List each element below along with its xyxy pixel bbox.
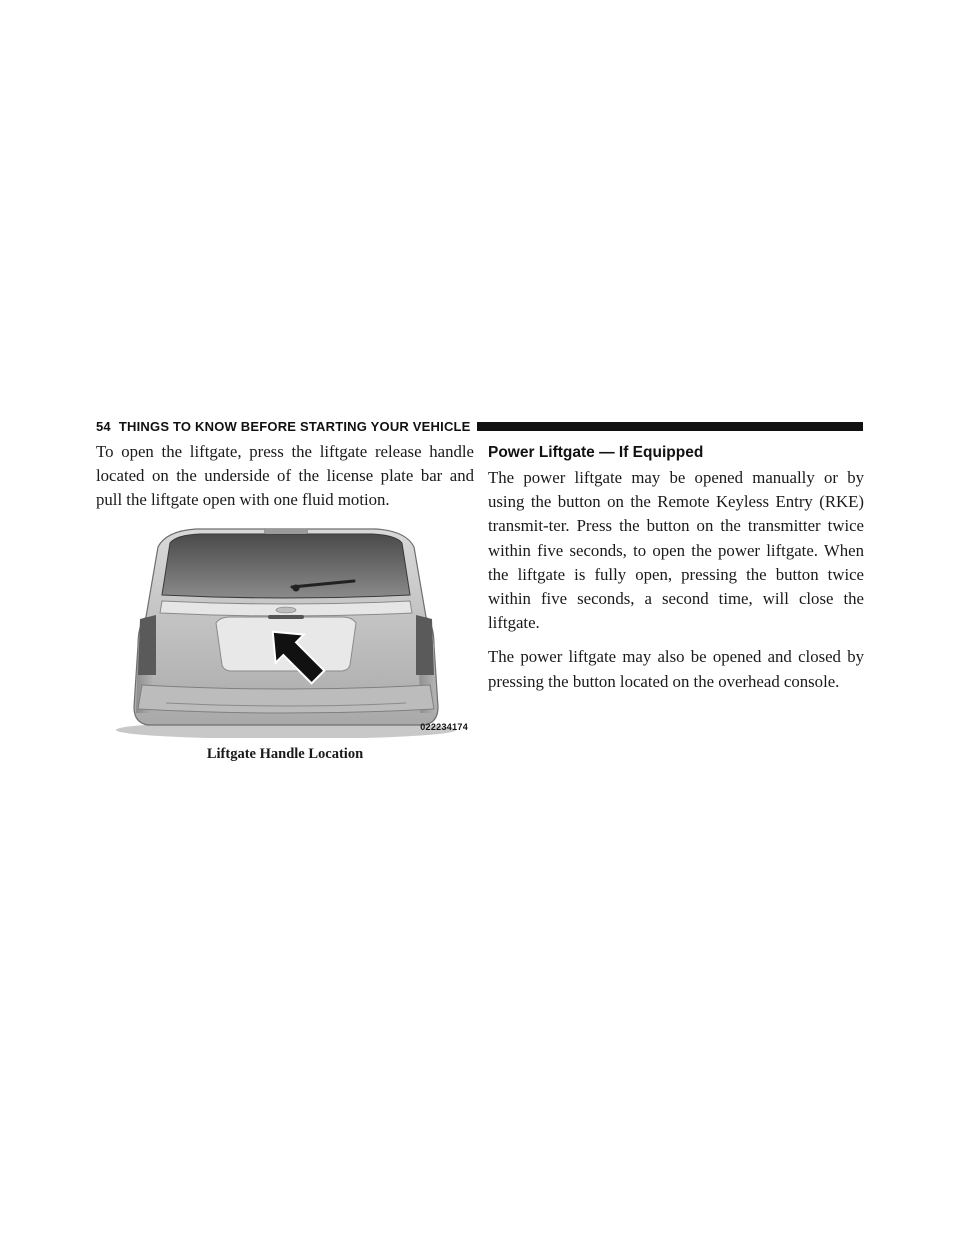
right-column: [488, 440, 864, 694]
paragraph-1: The power liftgate may be opened manually or by using the button on the Remote Keyless Entry (RKE) transmit-ter. Press the button on the transmitter twice within five seconds, to open the power liftgate. When the liftgate is fully open, pressing the button twice within five seconds, a second time, will close the liftgate.: [488, 468, 864, 633]
left-column: [96, 440, 474, 763]
paragraph-2: The power liftgate may also be opened and closed by pressing the button located on the overhead console.: [488, 647, 864, 691]
section-title: THINGS TO KNOW BEFORE STARTING YOUR VEHICLE: [118, 418, 471, 434]
section-heading: Power Liftgate — If Equipped: [488, 444, 704, 461]
page-number: 54: [96, 418, 111, 434]
intro-paragraph: To open the liftgate, press the liftgate release handle located on the underside of the license plate bar and pull the liftgate open with one fluid motion.: [96, 442, 474, 510]
page-header: [96, 418, 863, 434]
liftgate-figure: [96, 525, 474, 738]
figure-caption: Liftgate Handle Location: [206, 745, 364, 762]
header-rule: [477, 422, 863, 431]
minivan-rear-illustration: [96, 525, 474, 738]
figure-code: 022234174: [420, 721, 468, 732]
